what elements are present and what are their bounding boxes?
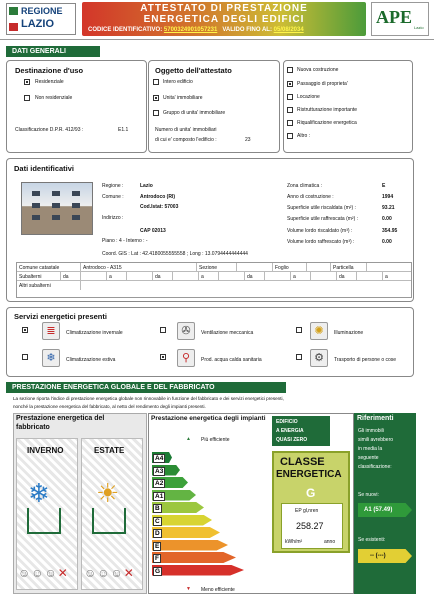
residenziale-label: Residenziale	[35, 79, 64, 85]
servizi-title: Servizi energetici presenti	[14, 312, 107, 321]
prestazione-desc1: La sezione riporta l'indice di prestazione energetica globale non rinnovabile in funzione del fabbricato e dei servizi energetici presenti,	[13, 396, 284, 401]
gruppo-label: Gruppo di unita' immobiliare	[163, 110, 226, 116]
energy-class-bar-f	[152, 552, 236, 563]
sup-risc-label: Superficie utile riscaldata (m²) :	[287, 205, 356, 211]
illuminazione-checkbox[interactable]	[296, 327, 302, 333]
sub-cell	[81, 272, 107, 281]
valid-label: VALIDO FINO AL:	[222, 27, 272, 33]
residenziale-checkbox[interactable]	[24, 79, 30, 85]
foglio-value	[307, 263, 331, 272]
rif-text4: seguente	[358, 455, 379, 461]
smiley-scale-inverno: ☺☺☺✕	[18, 566, 69, 580]
flag-icon	[9, 7, 18, 31]
altro-label: Altro :	[297, 133, 311, 139]
particella-value	[367, 263, 411, 272]
prestazione-bar: PRESTAZIONE ENERGETICA GLOBALE E DEL FABBRICATO	[6, 382, 286, 393]
sub-cell	[311, 272, 337, 281]
comune-catastale-value: Antrodoco - A315	[81, 263, 197, 272]
destinazione-title: Destinazione d'uso	[15, 66, 84, 75]
ventilazione-checkbox[interactable]	[160, 327, 166, 333]
clim-estiva-checkbox[interactable]	[22, 354, 28, 360]
sezione-value	[237, 263, 273, 272]
sub-cell	[357, 272, 383, 281]
clim-invernale-label: Climatizzazione invernale	[66, 330, 123, 336]
tap-icon: ⚲	[177, 349, 195, 367]
comune-value: Antrodoco (RI)	[140, 194, 175, 200]
vol-risc-label: Volume lordo riscaldato (m³) :	[287, 228, 353, 234]
ep-unit: kWh/m²	[285, 539, 303, 545]
valid-value: 05/08/2034	[273, 27, 304, 33]
sub-cell	[219, 272, 245, 281]
fabbricato-title2: fabbricato	[16, 424, 50, 431]
sub-cell	[173, 272, 199, 281]
energy-class-label: C	[155, 517, 160, 525]
sezione-label: Sezione	[197, 263, 237, 272]
se-nuovi-label: Se nuovi:	[358, 492, 379, 498]
rif-text1: Gli immobili	[358, 428, 384, 434]
radiator-icon: ≣	[42, 322, 60, 340]
code-label: CODICE IDENTIFICATIVO:	[88, 27, 163, 33]
lightbulb-icon: ✺	[310, 322, 328, 340]
riferimenti-title: Riferimenti	[357, 415, 394, 422]
regione-value: Lazio	[140, 183, 153, 189]
altri-subalterni-label: Altri subalterni	[17, 281, 81, 290]
energy-class-label: A4	[155, 455, 164, 462]
comune-catastale-label: Comune catastale	[17, 263, 81, 272]
fan-icon: ✇	[177, 322, 195, 340]
table-row	[17, 263, 411, 272]
riqualificazione-label: Riqualificazione energetica	[297, 120, 357, 126]
impianti-title: Prestazione energetica degli impianti	[151, 415, 266, 422]
energy-class-label: A2	[155, 480, 164, 487]
cap: CAP 02013	[140, 228, 166, 234]
sub-cell	[127, 272, 153, 281]
ape-logo-sub: Lazio	[414, 25, 424, 30]
passaggio-checkbox[interactable]	[287, 81, 293, 87]
acqua-calda-checkbox[interactable]	[160, 354, 166, 360]
locazione-checkbox[interactable]	[287, 94, 293, 100]
non-residenziale-checkbox[interactable]	[24, 95, 30, 101]
da-label: da	[153, 272, 173, 281]
piano: Piano : 4 - Interno : -	[102, 238, 148, 244]
energy-class-bar-g	[152, 565, 244, 576]
anno-value: 1994	[382, 194, 394, 200]
nzeb-line2: A ENERGIA	[276, 428, 304, 434]
sup-raff-label: Superficie utile raffrescata (m²) :	[287, 216, 359, 222]
a-label: a	[291, 272, 311, 281]
trasporto-label: Trasporto di persone o cose	[334, 357, 397, 363]
intero-edificio-label: Intero edificio	[163, 79, 193, 85]
subalterni-label: Subalterni	[17, 272, 61, 281]
arrow-down-icon: ▼	[186, 586, 191, 592]
building-photo	[21, 182, 93, 235]
ristrutturazione-checkbox[interactable]	[287, 107, 293, 113]
title-line2: ENERGETICA DEGLI EDIFICI	[143, 14, 305, 25]
energy-class-label: F	[155, 555, 159, 562]
numero-value: 23	[245, 137, 251, 143]
dati-generali-bar: DATI GENERALI	[6, 46, 100, 57]
a-label: a	[385, 274, 388, 280]
estate-label: ESTATE	[94, 446, 125, 455]
illuminazione-label: Illuminazione	[334, 330, 364, 336]
table-row	[17, 272, 411, 281]
rif-text3: in media la	[358, 446, 383, 452]
vol-raff-value: 0.00	[382, 239, 392, 245]
particella-label: Particella	[331, 263, 367, 272]
dati-identificativi-title: Dati identificativi	[14, 164, 75, 173]
a-label: a	[199, 272, 219, 281]
classificazione-label: Classificazione D.P.R. 412/93 :	[15, 127, 84, 133]
riqualificazione-checkbox[interactable]	[287, 120, 293, 126]
oggetto-title: Oggetto dell'attestato	[155, 66, 232, 75]
passaggio-label: Passaggio di proprieta'	[297, 81, 348, 87]
da-label: da	[61, 272, 81, 281]
vol-raff-label: Volume lordo raffrescato (m³) :	[287, 239, 355, 245]
energy-class-label: A1	[155, 492, 164, 500]
gear-icon: ⚙	[310, 349, 328, 367]
trasporto-checkbox[interactable]	[296, 354, 302, 360]
se-esistenti-label: Se esistenti:	[358, 537, 386, 543]
zona-label: Zona climatica :	[287, 183, 323, 189]
meno-efficiente-label: Meno efficiente	[201, 587, 235, 593]
energy-class-bar-e	[152, 540, 228, 551]
rif-text2: simili avrebbero	[358, 437, 394, 443]
numero-label2: di cui e' composto l'edificio :	[155, 137, 217, 143]
comune-label: Comune :	[102, 194, 124, 200]
title-banner	[82, 2, 366, 36]
house-estate-icon	[92, 508, 126, 534]
nuova-costruzione-label: Nuova costruzione	[297, 67, 339, 73]
table-row	[17, 281, 411, 290]
region-bottom-text: LAZIO	[21, 18, 54, 30]
classe-label1: CLASSE	[280, 456, 325, 468]
ep-anno: anno	[324, 539, 336, 545]
regione-lazio-logo	[6, 3, 76, 35]
non-residenziale-label: Non residenziale	[35, 95, 73, 101]
snowflake-icon: ❄	[42, 349, 60, 367]
a-label: a	[107, 272, 127, 281]
code-value[interactable]: 5700324901057231	[163, 27, 218, 33]
anno-label: Anno di costruzione :	[287, 194, 334, 200]
gruppo-checkbox[interactable]	[153, 110, 159, 116]
zona-value: E	[382, 183, 386, 189]
region-top-text: REGIONE	[21, 6, 63, 16]
classificazione-value: E1.1	[118, 127, 129, 133]
ep-label: EP gl,nren	[295, 508, 319, 514]
energy-class-label: B	[155, 505, 160, 512]
ep-value: 258.27	[296, 521, 324, 531]
code-line	[88, 27, 304, 33]
nuova-costruzione-checkbox[interactable]	[287, 67, 293, 73]
da-label: da	[245, 272, 265, 281]
classe-label2: ENERGETICA	[276, 469, 342, 480]
locazione-label: Locazione	[297, 94, 320, 100]
sub-cell	[265, 272, 291, 281]
energy-class-bar-d	[152, 527, 220, 538]
altro-checkbox[interactable]	[287, 133, 293, 139]
fabbricato-title1: Prestazione energetica del	[16, 415, 105, 422]
sun-house-icon: ☀	[96, 478, 120, 508]
clim-estiva-label: Climatizzazione estiva	[66, 357, 116, 363]
snowflake-house-icon: ❄	[28, 478, 50, 508]
vol-risc-value: 354.95	[382, 228, 398, 234]
esistenti-class-value: -- (---)	[370, 553, 386, 559]
coord-gis: Coord. GIS : Lat : 42.4180055555558 ; Long : 13.0794444444444	[102, 251, 248, 257]
ristrutturazione-label: Ristrutturazione importante	[297, 107, 358, 113]
energy-class-label: G	[155, 567, 161, 575]
indirizzo-label: Indirizzo :	[102, 215, 124, 221]
numero-label1: Numero di unita' immobiliari	[155, 127, 217, 133]
unita-checkbox[interactable]	[153, 95, 159, 101]
smiley-scale-estate: ☺☺☺✕	[84, 566, 135, 580]
unita-label: Unita' immobiliare	[163, 95, 203, 101]
title-line1: ATTESTATO DI PRESTAZIONE	[140, 3, 308, 14]
prestazione-desc2: nonché la prestazione energetica del fabbricato, al netto del rendimento degli impianti presenti.	[13, 404, 206, 409]
ape-logo-text: APE	[376, 7, 412, 27]
nzeb-line1: EDIFICIO	[276, 419, 298, 425]
sup-raff-value: 0.00	[382, 216, 392, 222]
arrow-up-icon: ▲	[186, 436, 191, 442]
regione-label: Regione :	[102, 183, 124, 189]
ape-logo	[371, 2, 429, 36]
intero-edificio-checkbox[interactable]	[153, 79, 159, 85]
catasto-table	[16, 262, 412, 298]
energy-class-label: A3	[155, 467, 164, 475]
house-inverno-icon	[27, 508, 61, 534]
clim-invernale-checkbox[interactable]	[22, 327, 28, 333]
da-label: da	[337, 272, 357, 281]
energy-class-label: D	[155, 530, 160, 537]
energy-class-label: E	[155, 542, 160, 550]
foglio-label: Foglio	[273, 263, 307, 272]
inverno-label: INVERNO	[27, 446, 64, 455]
classe-value: G	[306, 486, 316, 500]
nuovi-class-value: A1 (57.49)	[364, 507, 393, 513]
sup-risc-value: 93.21	[382, 205, 395, 211]
piu-efficiente-label: Più efficiente	[201, 437, 230, 443]
document-header	[0, 0, 434, 40]
ventilazione-label: Ventilazione meccanica	[201, 330, 254, 336]
nzeb-line3: QUASI ZERO	[276, 437, 308, 443]
acqua-calda-label: Prod. acqua calda sanitaria	[201, 357, 262, 363]
codistat: Cod.Istat: 57003	[140, 204, 179, 210]
rif-text5: classificazione:	[358, 464, 392, 470]
